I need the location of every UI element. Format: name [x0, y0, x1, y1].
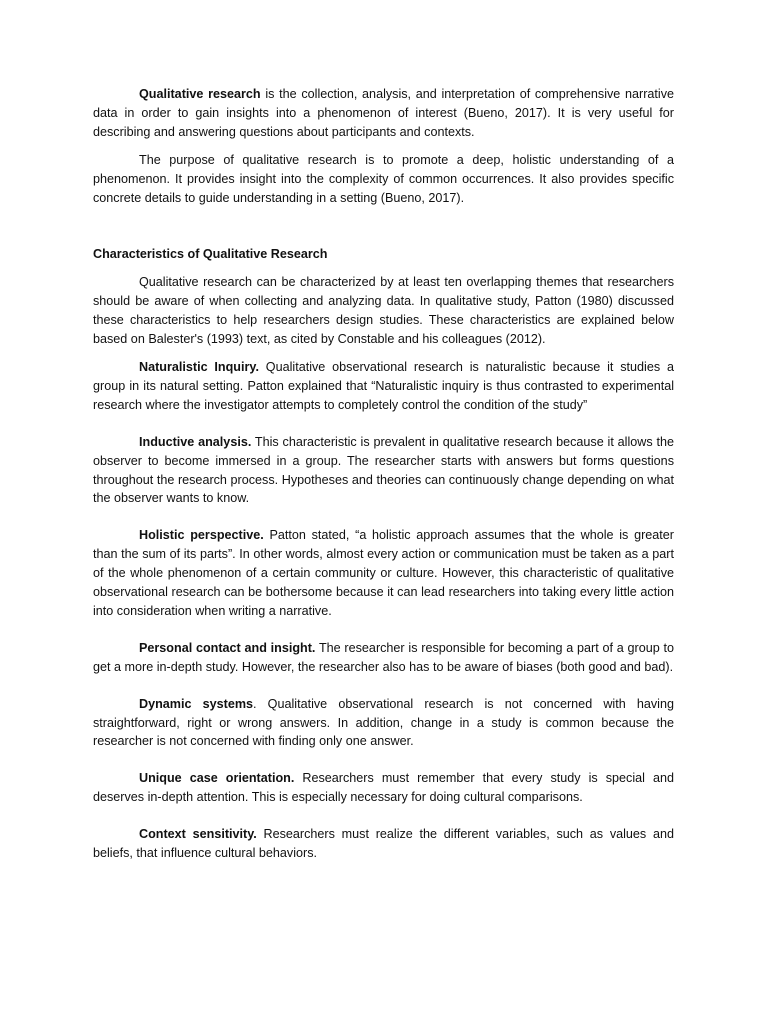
characteristic-text: Researchers must remember that every study is special and deserves in-depth attention. This is especially necessary for doing cultural comparisons.: [93, 771, 674, 805]
characteristic-context-sensitivity: [93, 825, 674, 863]
characteristic-naturalistic-inquiry: [93, 358, 674, 415]
characteristic-text: Patton stated, “a holistic approach assumes that the whole is greater than the sum of its parts”. In other words, almost every action or communication must be taken as a part of the whole phenomenon of a certain community or culture. However, this characteristic of qualitative observational research can be bothersome because it can lead researchers into taking every little action into consideration when writing a narrative.: [93, 528, 674, 618]
characteristic-dynamic-systems: [93, 695, 674, 752]
document-page: [93, 85, 674, 863]
characteristic-text: Researchers must realize the different variables, such as values and beliefs, that influence cultural behaviors.: [93, 827, 674, 861]
section-heading: Characteristics of Qualitative Research: [93, 247, 328, 262]
characteristic-personal-contact: [93, 639, 674, 677]
characteristic-text: . Qualitative observational research is not concerned with having straightforward, right or wrong answers. In addition, change in a study is common because the researcher is not concerned with finding only one answer.: [93, 696, 674, 749]
characteristic-unique-case-orientation: [93, 769, 674, 807]
characteristic-term: Naturalistic Inquiry.: [139, 359, 259, 374]
characteristic-text: The researcher is responsible for becoming a part of a group to get a more in-depth study. However, the researcher also has to be aware of biases (both good and bad).: [93, 640, 674, 674]
term-qualitative-research: Qualitative research: [139, 87, 261, 101]
intro-paragraph-1-text: is the collection, analysis, and interpretation of comprehensive narrative data in order to gain insights into a phenomenon of interest (Bueno, 2017). It is very useful for describing and answering questions about participants and contexts.: [93, 87, 675, 139]
intro-paragraph-2: The purpose of qualitative research is to promote a deep, holistic understanding of a phenomenon. It provides insight into the complexity of common occurrences. It also provides specific concrete details to guide understanding in a setting (Bueno, 2017).: [93, 152, 674, 205]
characteristic-term: Holistic perspective.: [139, 528, 264, 543]
characteristic-term: Context sensitivity.: [139, 827, 257, 842]
characteristic-term: Inductive analysis.: [139, 434, 252, 449]
characteristic-term: Dynamic systems: [139, 696, 254, 711]
intro-paragraph-1: [93, 85, 674, 142]
characteristic-holistic-perspective: [93, 526, 674, 621]
characteristic-term: Personal contact and insight.: [139, 640, 316, 655]
section-lead-paragraph: Qualitative research can be characterized by at least ten overlapping themes that researchers should be aware of when collecting and analyzing data. In qualitative study, Patton (1980) discussed these characteristics to help researchers design studies. These characteristics are explained below based on Balester's (1993) text, as cited by Constable and his colleagues (2012).: [93, 275, 674, 347]
characteristic-inductive-analysis: [93, 433, 674, 509]
characteristic-term: Unique case orientation.: [139, 771, 295, 786]
characteristic-text: This characteristic is prevalent in qualitative research because it allows the observer to become immersed in a group. The researcher starts with answers but forms questions throughout the research process. Hypotheses and theories can continuously change depending on what the observer wants to know.: [93, 434, 674, 506]
characteristic-text: Qualitative observational research is naturalistic because it studies a group in its natural setting. Patton explained that “Naturalistic inquiry is thus contrasted to experimental research where the investigator attempts to completely control the condition of the study”: [93, 359, 674, 412]
